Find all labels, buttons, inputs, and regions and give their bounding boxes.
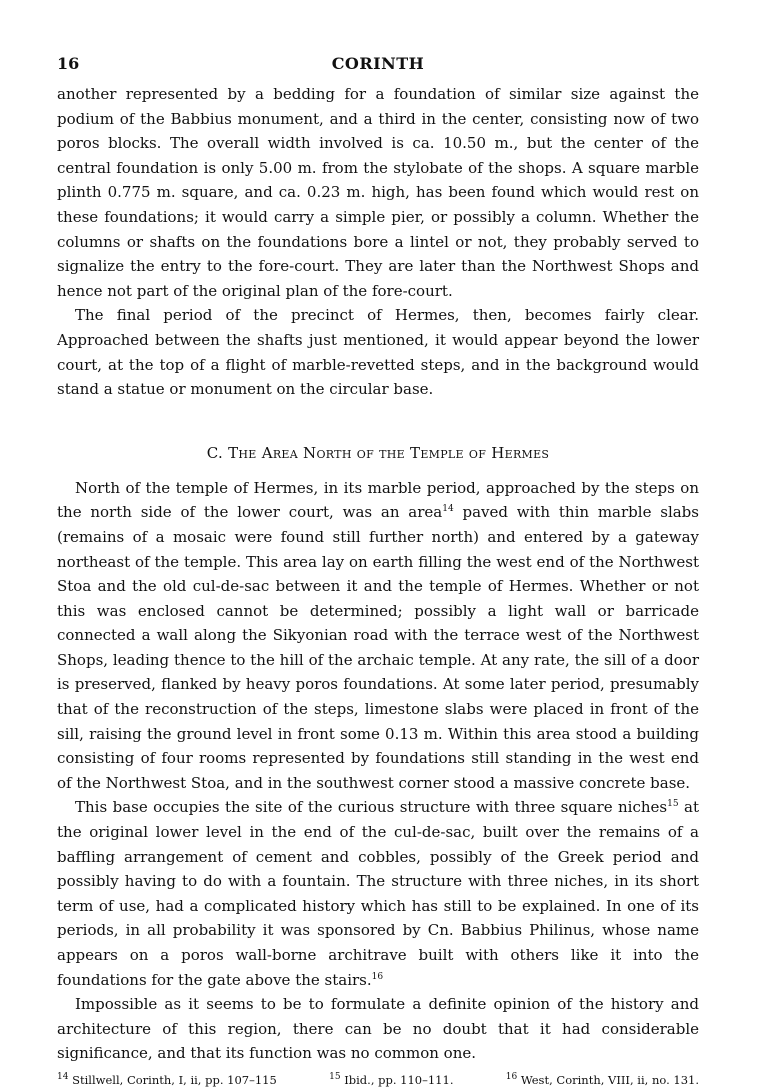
footnote-ref-16[interactable]: 16 bbox=[371, 971, 384, 982]
paragraph-5: Impossible as it seems to be to formulate a definite opinion of the history and architecture of this region, there can be no doubt that it had considerable significance, and that its function was no common one. bbox=[57, 995, 699, 1063]
footnote-ref-14[interactable]: 14 bbox=[442, 504, 454, 515]
footnote-ref-15[interactable]: 15 bbox=[667, 799, 679, 810]
footnote-16 bbox=[506, 1072, 699, 1088]
paragraph-3-text-b: paved with thin marble slabs (remains of a mosaic were found still further north) and entered by a gateway northeast of the temple. This area lay on earth filling the west end of the Northwest Stoa and the old cul-de-sac between it and the temple of Hermes. Whether or not this was enclosed cannot be determined; possibly a light wall or barricade connected a wall along the Sikyonian road with the terrace west of the Northwest Shops, leading thence to the hill of the archaic temple. At any rate, the sill of a door is preserved, flanked by heavy poros foundations. At some later period, presumably that of the reconstruction of the steps, limestone slabs were placed in front of the sill, raising the ground level in front some 0.13 m. Within this area stood a building consisting of four rooms represented by foundations still standing in the west end of the Northwest Stoa, and in the southwest corner stood a massive concrete base. bbox=[57, 503, 699, 792]
footnote-14 bbox=[57, 1072, 277, 1088]
paragraph-3-text-a: North of the temple of Hermes, in its marble period, approached by the steps on the north side of the lower court, was an area bbox=[57, 478, 699, 522]
footnotes bbox=[57, 1072, 699, 1088]
paragraph-4 bbox=[57, 795, 699, 992]
paragraph-1: another represented by a bedding for a foundation of similar size against the podium of the Babbius monument, and a third in the center, consisting now of two poros blocks. The overall width involved is ca. 10.50 m., but the center of the central foundation is only 5.00 m. from the stylobate of the shops. A square marble plinth 0.775 m. square, and ca. 0.23 m. high, has been found which would rest on these foundations; it would carry a simple pier, or possibly a column. Whether the columns or shafts on the foundations bore a lintel or not, they probably served to signalize the entry to the fore-court. They are later than the Northwest Shops and hence not part of the original plan of the fore-court. bbox=[57, 85, 699, 300]
running-header bbox=[57, 50, 699, 82]
page-number: 16 bbox=[57, 54, 80, 73]
paragraph-2: The final period of the precinct of Hermes, then, becomes fairly clear. Approached between the shafts just mentioned, it would appear beyond the lower court, at the top of a flight of marble-revetted steps, and in the background would stand a statue or monument on the circular base. bbox=[57, 306, 699, 399]
book-page bbox=[57, 50, 699, 1088]
paragraph-4-text-a: This base occupies the site of the curious structure with three square niches bbox=[75, 798, 668, 817]
footnote-16-number: 16 bbox=[505, 1072, 518, 1083]
footnote-14-text: Stillwell, Corinth, I, ii, pp. 107–115 bbox=[68, 1072, 277, 1087]
paragraph-3 bbox=[57, 476, 699, 796]
footnote-16-text: West, Corinth, VIII, ii, no. 131. bbox=[517, 1072, 699, 1087]
footnote-14-number: 14 bbox=[57, 1072, 69, 1083]
running-title: CORINTH bbox=[331, 54, 425, 73]
footnote-15 bbox=[329, 1072, 453, 1088]
section-heading: C. The Area North of the Temple of Hermes bbox=[206, 443, 550, 462]
footnote-15-number: 15 bbox=[329, 1072, 341, 1083]
footnote-15-text: Ibid., pp. 110–111. bbox=[340, 1072, 454, 1087]
paragraph-4-text-b: at the original lower level in the end of the cul-de-sac, built over the remains of a baffling arrangement of cement and cobbles, possibly of the Greek period and possibly having to do with a fountain. The structure with three niches, in its short term of use, had a complicated history which has still to be explained. In one of its periods, in all probability it was sponsored by Cn. Babbius Philinus, whose name appears on a poros wall-borne architrave built with others like it into the foundations for the gate above the stairs. bbox=[57, 798, 699, 989]
